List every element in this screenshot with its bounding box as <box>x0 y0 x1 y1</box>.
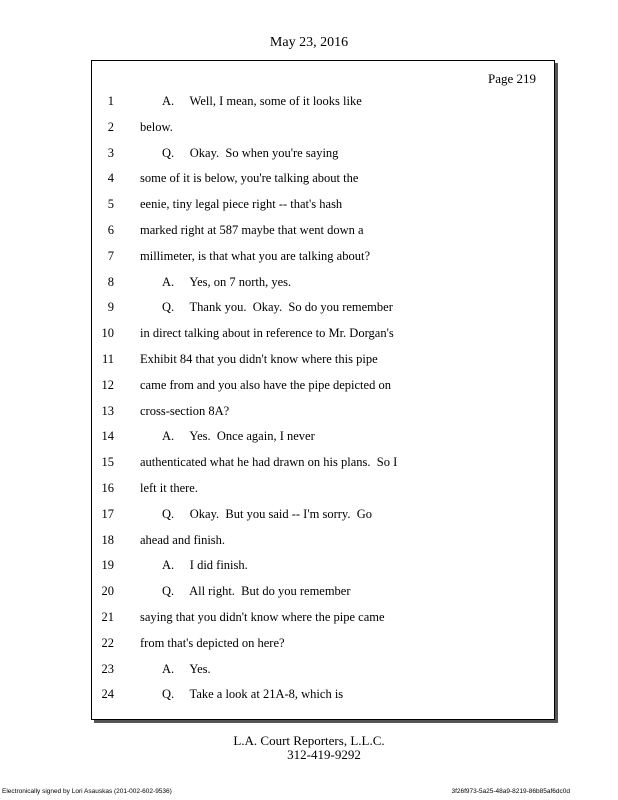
line-number: 11 <box>101 352 114 366</box>
line-text: in direct talking about in reference to Mr. Dorgan's <box>140 326 394 341</box>
line-text: came from and you also have the pipe depicted on <box>140 377 391 392</box>
line-text: marked right at 587 maybe that went down a <box>140 223 364 237</box>
line-text: cross-section 8A? <box>140 403 230 418</box>
transcript-line <box>92 687 554 707</box>
line-number: 21 <box>101 610 114 624</box>
line-number: 15 <box>101 455 114 470</box>
line-number: 1 <box>107 94 114 108</box>
line-text: A. Well, I mean, some of it looks like <box>162 94 362 108</box>
transcript-line <box>92 507 554 527</box>
line-number: 4 <box>107 171 114 186</box>
line-number: 19 <box>101 558 114 573</box>
line-text: Q. Okay. But you said -- I'm sorry. Go <box>162 506 372 521</box>
transcript-line <box>92 662 554 682</box>
line-number: 6 <box>107 223 114 237</box>
transcript-line <box>92 404 554 424</box>
line-text: eenie, tiny legal piece right -- that's hash <box>140 197 343 212</box>
transcript-line <box>92 455 554 475</box>
line-number: 22 <box>101 635 114 650</box>
line-number: 18 <box>101 532 114 547</box>
transcript-line <box>92 558 554 578</box>
line-text: A. I did finish. <box>162 558 248 573</box>
line-number: 7 <box>107 248 114 263</box>
line-text: Q. Okay. So when you're saying <box>162 145 339 160</box>
line-text: Q. Thank you. Okay. So do you remember <box>162 300 393 315</box>
line-number: 10 <box>101 326 114 341</box>
line-text: some of it is below, you're talking about the <box>140 171 359 186</box>
transcript-line <box>92 352 554 372</box>
line-number: 2 <box>107 119 114 134</box>
transcript-page <box>91 60 555 720</box>
transcript-line <box>92 197 554 217</box>
transcript-line <box>92 378 554 398</box>
line-number: 20 <box>101 584 114 599</box>
transcript-line <box>92 533 554 553</box>
line-number: 12 <box>101 377 114 392</box>
reporter-company: L.A. Court Reporters, L.L.C. <box>233 733 385 748</box>
line-number: 17 <box>101 506 114 521</box>
line-text: left it there. <box>140 481 198 495</box>
line-text: A. Yes. <box>162 661 211 676</box>
transcript-line <box>92 275 554 295</box>
line-text: A. Yes, on 7 north, yes. <box>162 274 292 289</box>
line-number: 24 <box>101 687 114 702</box>
page-number: Page 219 <box>487 71 536 86</box>
transcript-line <box>92 429 554 449</box>
line-number: 9 <box>107 300 114 315</box>
transcript-line <box>92 610 554 630</box>
document-hash: 3f26f973-5a25-48a9-8219-86b85af6dc0d <box>451 788 570 795</box>
line-text: Q. Take a look at 21A-8, which is <box>162 687 344 702</box>
line-text: from that's depicted on here? <box>140 635 285 650</box>
electronic-signature: Electronically signed by Lori Asauskas (201-002-602-9536) <box>2 788 172 795</box>
transcript-date: May 23, 2016 <box>269 35 349 50</box>
line-text: millimeter, is that what you are talking about? <box>140 248 370 263</box>
transcript-line <box>92 223 554 243</box>
transcript-line <box>92 300 554 320</box>
transcript-line <box>92 249 554 269</box>
transcript-line <box>92 636 554 656</box>
transcript-line <box>92 120 554 140</box>
line-text: authenticated what he had drawn on his plans. So I <box>140 455 398 470</box>
line-text: saying that you didn't know where the pipe came <box>140 610 385 624</box>
line-number: 14 <box>101 429 114 444</box>
line-number: 16 <box>101 481 114 495</box>
reporter-phone: 312-419-9292 <box>287 747 361 762</box>
transcript-line <box>92 171 554 191</box>
line-number: 5 <box>107 197 114 212</box>
line-number: 8 <box>107 274 114 289</box>
line-number: 23 <box>101 661 114 676</box>
line-text: A. Yes. Once again, I never <box>162 429 315 444</box>
line-text: Q. All right. But do you remember <box>162 584 351 599</box>
transcript-line <box>92 481 554 501</box>
line-number: 3 <box>107 145 114 160</box>
line-text: below. <box>140 119 173 134</box>
line-number: 13 <box>101 403 114 418</box>
line-text: Exhibit 84 that you didn't know where this pipe <box>140 352 378 366</box>
transcript-line <box>92 584 554 604</box>
transcript-line <box>92 146 554 166</box>
line-text: ahead and finish. <box>140 532 226 547</box>
transcript-line <box>92 94 554 114</box>
transcript-line <box>92 326 554 346</box>
